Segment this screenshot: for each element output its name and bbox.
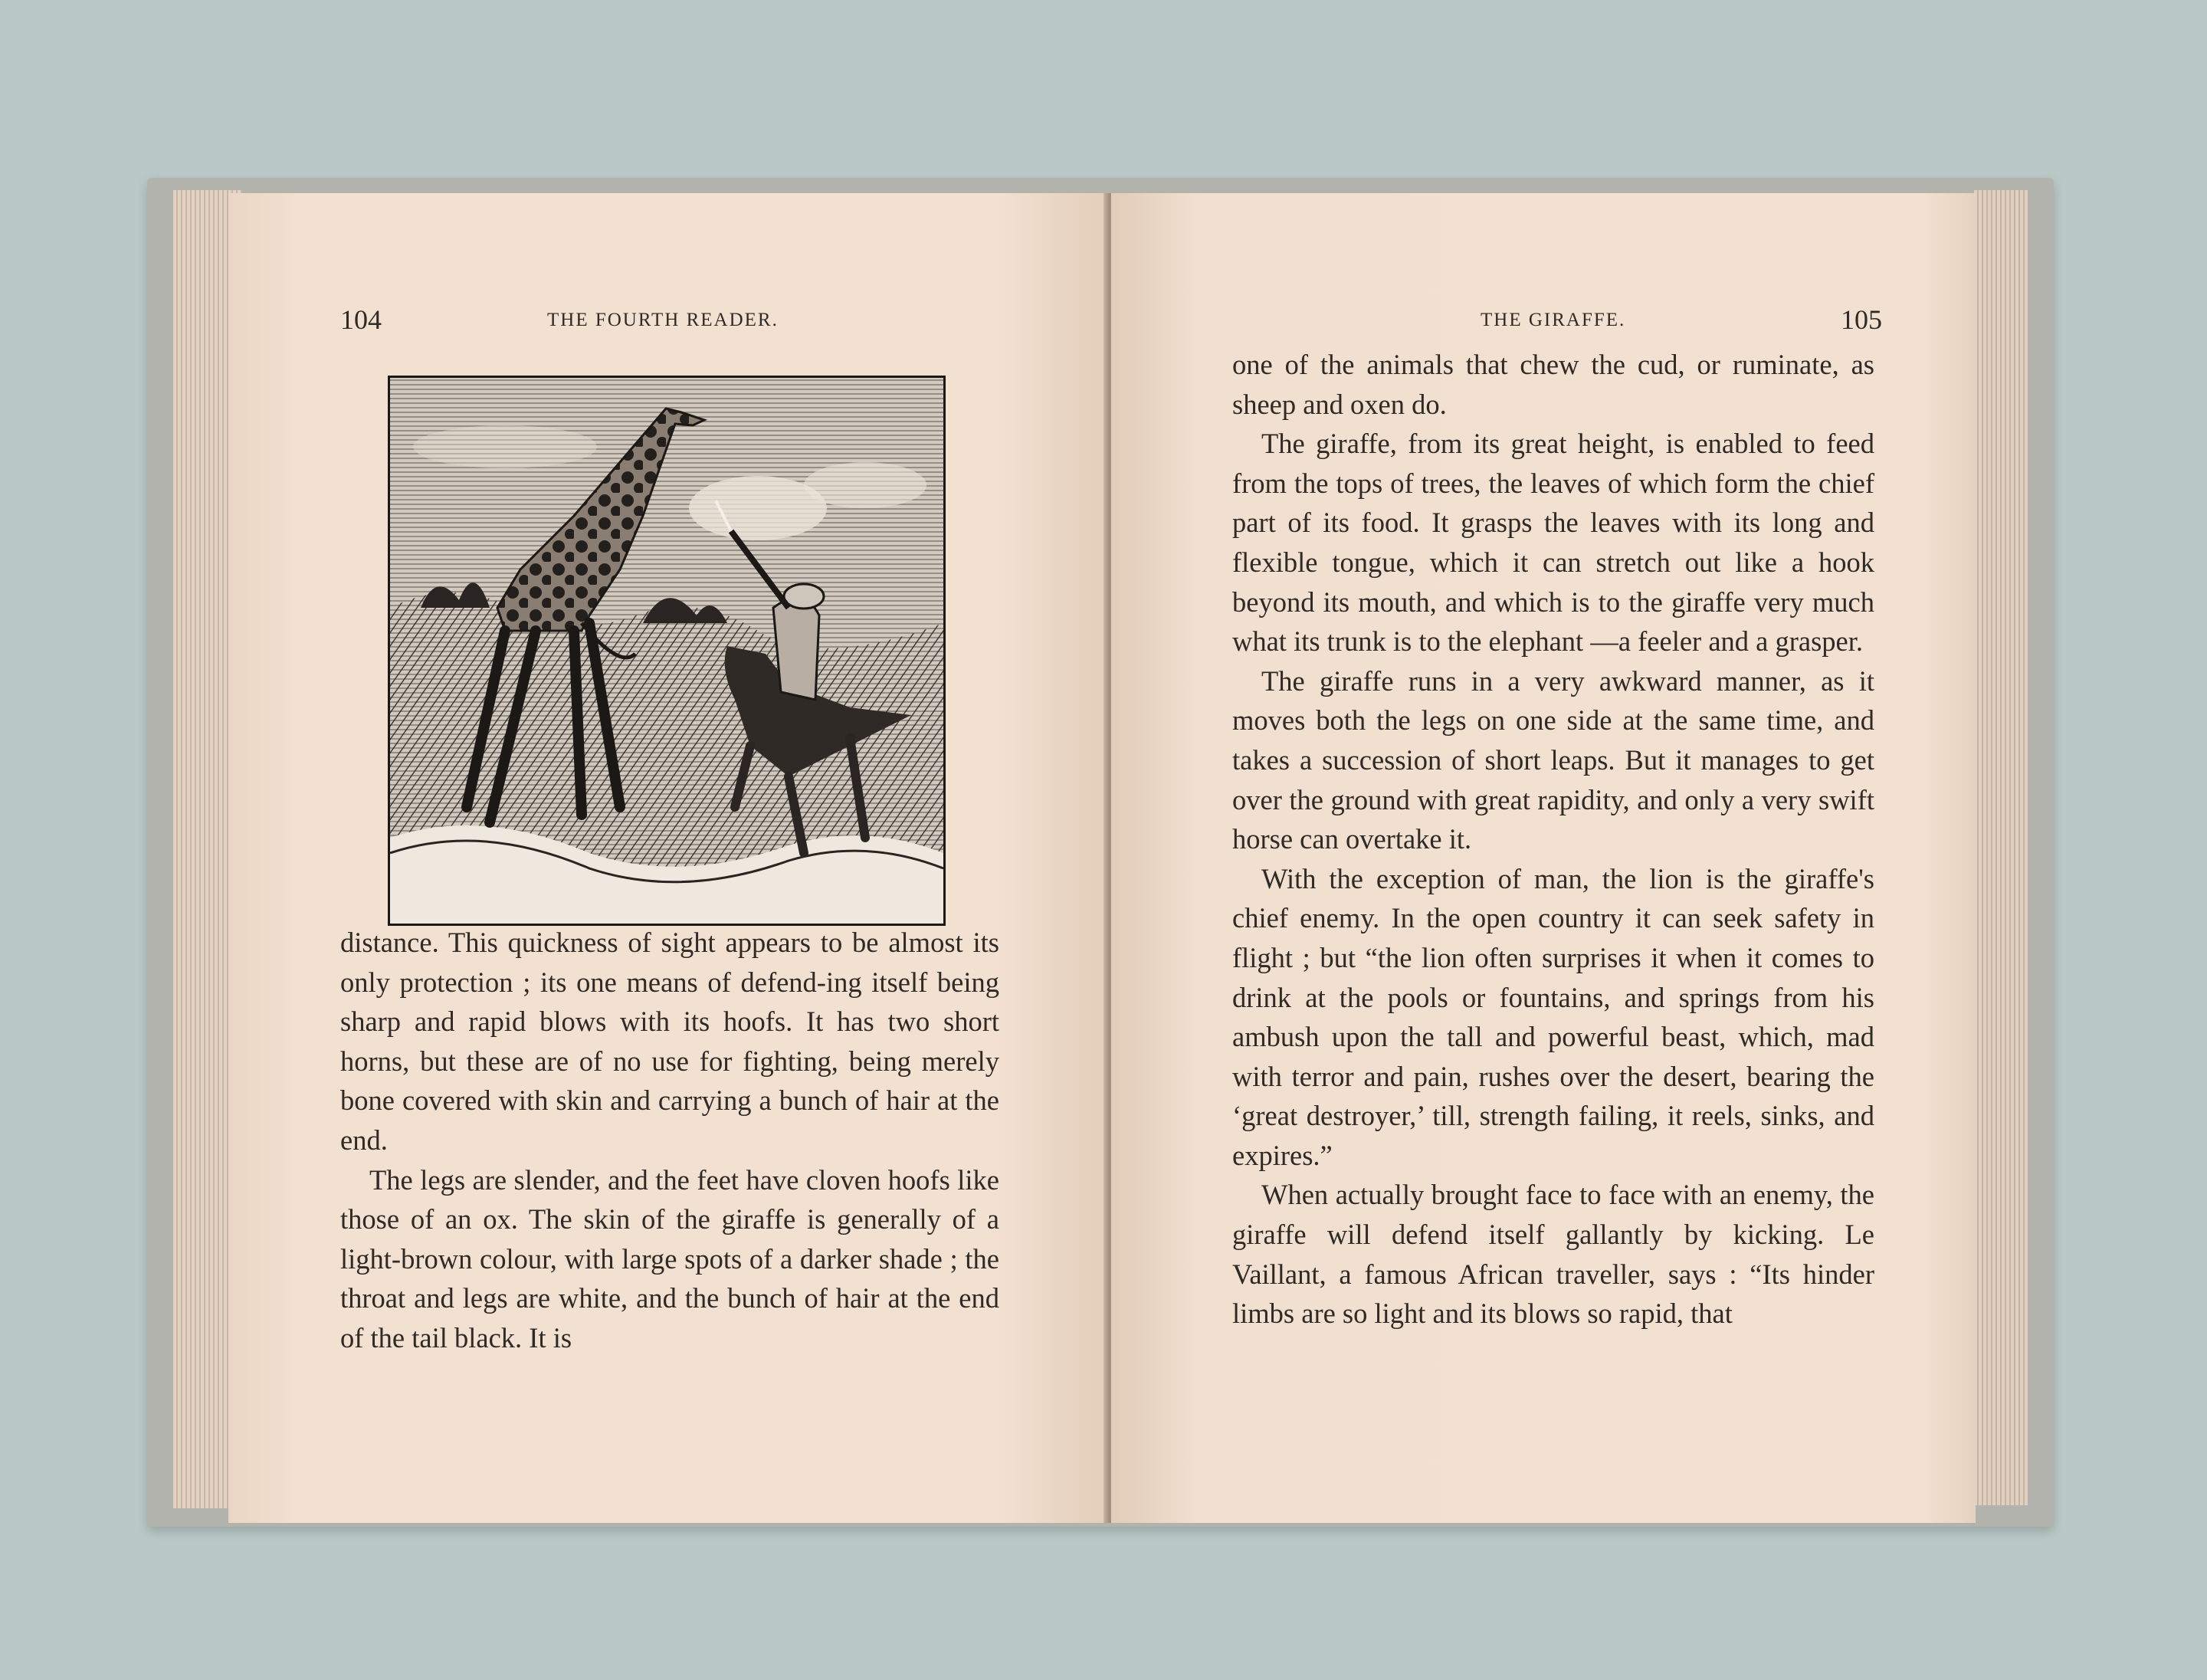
page-number-left: 104	[340, 304, 382, 335]
paragraph: The giraffe runs in a very awkward manner, as it moves both the legs on one side at the same time, and takes a succession of short leaps. But it manages to get over the ground with great rapidity, and only a very swift horse can overtake it.	[1232, 664, 1874, 855]
page-number-right: 105	[1841, 304, 1882, 335]
paragraph: The giraffe, from its great height, is enabled to feed from the tops of trees, the leaves of which form the chief part of its food. It grasps the leaves with its long and flexible tongue, which it can stretch out like a hook beyond its mouth, and which is to the giraffe very much what its trunk is to the elephant —a feeler and a grasper.	[1232, 428, 1874, 658]
left-page-body	[340, 923, 999, 1358]
page-edges-right	[1974, 190, 2028, 1505]
paragraph: When actually brought face to face with an enemy, the giraffe will defend itself gallantly by kicking. Le Vaillant, a famous African traveller, says : “Its hinder limbs are so light and its blows so rapid, that	[1232, 1179, 1874, 1330]
paragraph: With the exception of man, the lion is the giraffe's chief enemy. In the open country it can seek safety in flight ; but “the lion often surprises it when it comes to drink at the pools or fountains, and springs from his ambush upon the tall and powerful beast, which, mad with terror and pain, rushes over the desert, bearing the ‘great destroyer,’ till, strength failing, it reels, sinks, and expires.”	[1232, 862, 1874, 1171]
paragraph: one of the animals that chew the cud, or ruminate, as sheep and oxen do.	[1232, 349, 1874, 420]
running-head-left: THE FOURTH READER.	[547, 310, 779, 330]
running-head-right: THE GIRAFFE.	[1481, 310, 1626, 330]
right-page-body	[1232, 345, 1874, 1334]
giraffe-hunt-engraving	[388, 376, 946, 926]
paragraph: distance. This quickness of sight appears to be almost its only protection ; its one means of defend-ing itself being sharp and rapid blows with its hoofs. It has two short horns, but these are of no use for fighting, being merely bone covered with skin and carrying a bunch of hair at the end.	[340, 927, 999, 1156]
right-page	[1111, 193, 1976, 1523]
left-page	[228, 193, 1105, 1523]
paragraph: The legs are slender, and the feet have cloven hoofs like those of an ox. The skin of the giraffe is generally of a light-brown colour, with large spots of a darker shade ; the throat and legs are white, and the bunch of hair at the end of the tail black. It is	[340, 1163, 999, 1354]
